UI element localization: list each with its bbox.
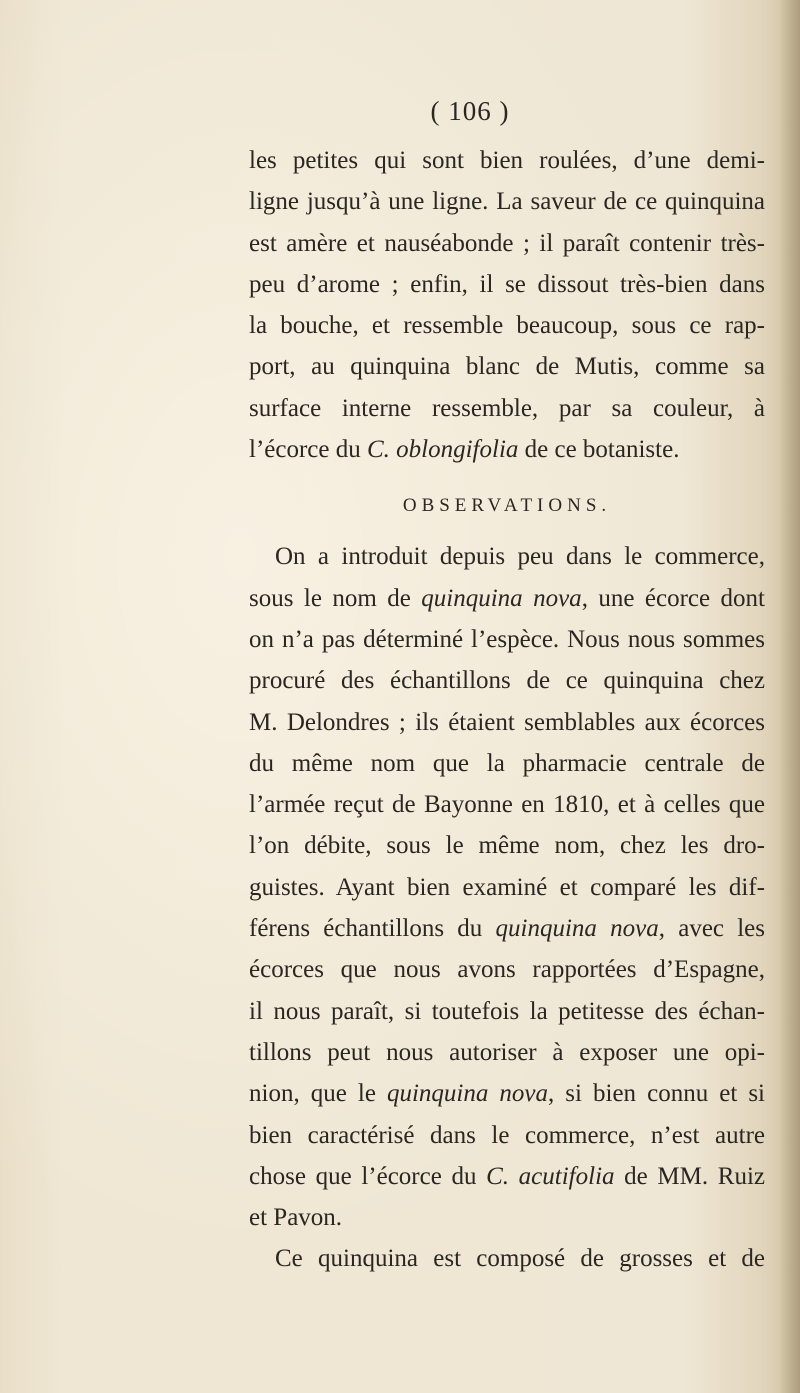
text-line: Ce quinquina est composé de grosses et de [275, 1245, 765, 1273]
species-name: C. oblongifolia [366, 436, 519, 464]
text-run: , avec les [658, 915, 765, 943]
text-line [249, 1156, 765, 1197]
product-name: quinquina nova [386, 1080, 548, 1108]
text-line: est amère et nauséabonde ; il paraît contenir très- [249, 229, 765, 257]
text-line: procuré des échantillons de ce quinquina chez [249, 667, 765, 695]
text-line: du même nom que la pharmacie centrale de [249, 749, 765, 777]
text-line [249, 1073, 765, 1114]
text-run: de ce botaniste. [518, 436, 680, 464]
text-run: chose que l’écorce du [249, 1162, 487, 1190]
text-line [249, 429, 765, 470]
page-body [249, 140, 765, 1280]
product-name: quinquina nova [421, 584, 582, 612]
text-line: il nous paraît, si toutefois la petitesse des échan- [249, 997, 765, 1025]
text-run: sous le nom de [249, 584, 422, 612]
section-heading: OBSERVATIONS. [402, 495, 612, 517]
text-line: écorces que nous avons rapportées d’Espagne, [249, 956, 765, 984]
text-line: l’armée reçut de Bayonne en 1810, et à celles que [249, 791, 765, 819]
text-line: M. Delondres ; ils étaient semblables aux écorces [249, 708, 765, 736]
text-run: , si bien connu et si [548, 1080, 765, 1108]
text-run: férens échantillons du [249, 915, 496, 943]
text-line: On a introduit depuis peu dans le commerce, [275, 543, 765, 571]
text-line: on n’a pas déterminé l’espèce. Nous nous sommes [249, 625, 765, 653]
page-edge-shadow [778, 0, 800, 1393]
text-line: l’on débite, sous le même nom, chez les dro- [249, 832, 765, 860]
text-run: , une écorce dont [581, 584, 765, 612]
text-line: port, au quinquina blanc de Mutis, comme sa [249, 353, 765, 381]
text-line: surface interne ressemble, par sa couleur, à [249, 394, 765, 422]
species-name: C. acutifolia [486, 1162, 615, 1190]
text-line [249, 908, 765, 949]
text-line: les petites qui sont bien roulées, d’une demi- [249, 147, 765, 174]
text-run: de MM. Ruiz [614, 1162, 765, 1190]
text-line: tillons peut nous autoriser à exposer une opi- [249, 1038, 765, 1066]
text-line: guistes. Ayant bien examiné et comparé les dif- [249, 873, 765, 901]
product-name: quinquina nova [495, 915, 659, 943]
text-line: peu d’arome ; enfin, il se dissout très-bien dans [249, 270, 765, 298]
text-line: la bouche, et ressemble beaucoup, sous ce rap- [249, 312, 765, 340]
text-run: nion, que le [249, 1080, 387, 1108]
page-number: ( 106 ) [430, 96, 510, 126]
text-run: l’écorce du [249, 436, 367, 464]
text-line: et Pavon. [249, 1204, 343, 1232]
text-line [249, 578, 765, 619]
text-line: bien caractérisé dans le commerce, n’est autre [249, 1121, 765, 1149]
text-line: ligne jusqu’à une ligne. La saveur de ce quinquina [249, 188, 765, 216]
